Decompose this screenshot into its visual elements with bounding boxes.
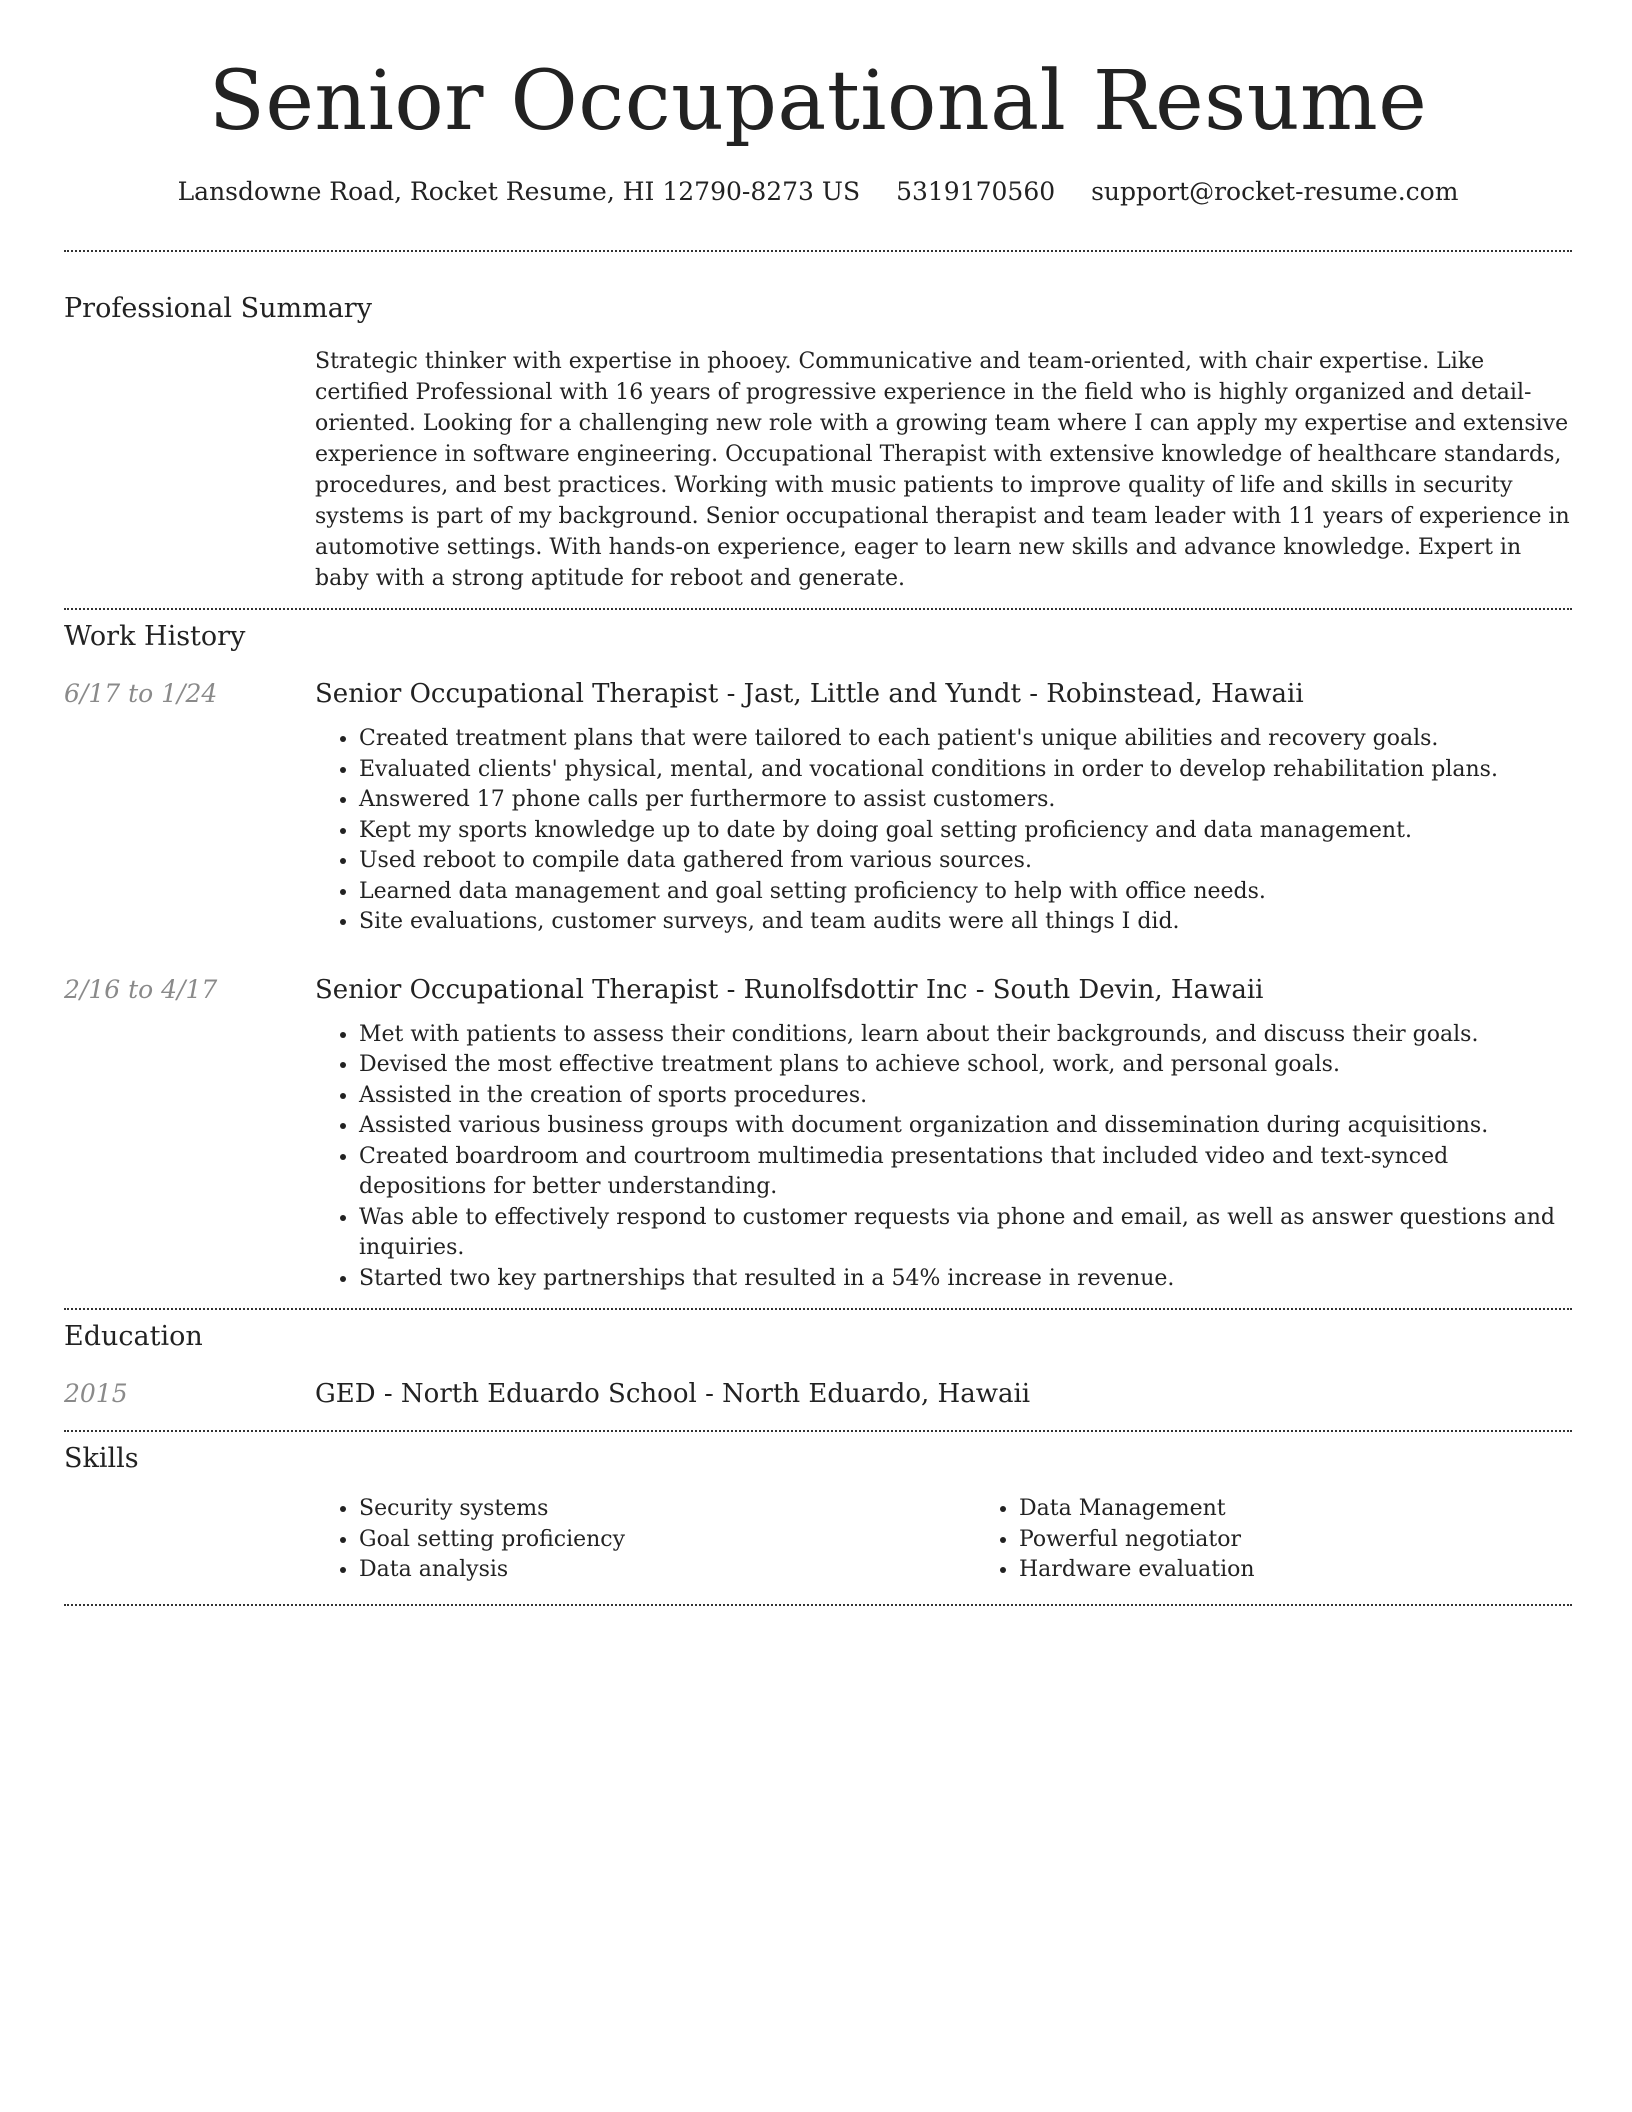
job-bullets [315, 1020, 1572, 1295]
job-bullet: • Was able to effectively respond to customer requests via phone and email, as well as answer questions and inquiries. [359, 1203, 1572, 1264]
resume-name: Senior Occupational Resume [208, 54, 1428, 149]
education-year: 2015 [64, 1379, 128, 1408]
skill-item: • Hardware evaluation [1019, 1555, 1632, 1586]
job-bullet: • Used reboot to compile data gathered from various sources. [359, 846, 1572, 877]
education-entry [64, 1378, 1572, 1410]
job-bullet: • Evaluated clients' physical, mental, and vocational conditions in order to develop rehabilitation plans. [359, 755, 1572, 786]
section-divider [64, 250, 1572, 252]
section-divider [64, 1430, 1572, 1432]
skills-heading: Skills [64, 1443, 139, 1474]
contact-email: support@rocket-resume.com [1091, 177, 1459, 206]
resume-page [64, 0, 1572, 1606]
job-bullet: • Assisted in the creation of sports procedures. [359, 1081, 1572, 1112]
job-entry [64, 678, 1572, 938]
work-history-section [64, 620, 1572, 1294]
contact-address: Lansdowne Road, Rocket Resume, HI 12790-8273 US [177, 177, 861, 206]
contact-phone: 5319170560 [896, 177, 1056, 206]
job-dates: 6/17 to 1/24 [64, 679, 218, 708]
section-divider [64, 1604, 1572, 1606]
job-heading: Senior Occupational Therapist - Runolfsdottir Inc - South Devin, Hawaii [315, 974, 1264, 1005]
job-bullets [315, 724, 1572, 938]
education-heading: Education [64, 1321, 203, 1352]
job-bullet: • Met with patients to assess their conditions, learn about their backgrounds, and discuss their goals. [359, 1020, 1572, 1051]
job-bullet: • Devised the most effective treatment plans to achieve school, work, and personal goals. [359, 1050, 1572, 1081]
skill-item: • Powerful negotiator [1019, 1525, 1632, 1556]
skills-list-right [975, 1494, 1632, 1586]
skills-section [64, 1442, 1572, 1586]
job-bullet: • Kept my sports knowledge up to date by doing goal setting proficiency and data management. [359, 816, 1572, 847]
section-divider [64, 608, 1572, 610]
education-section [64, 1320, 1572, 1410]
job-bullet: • Learned data management and goal setting proficiency to help with office needs. [359, 877, 1572, 908]
summary-text: Strategic thinker with expertise in phooey. Communicative and team-oriented, with chair expertise. Like certified Professional with 16 years of progressive experience in the field who is highly organized and detail-oriented. Looking for a challenging new role with a growing team where I can apply my expertise and extensive experience in software engineering. Occupational Therapist with extensive knowledge of healthcare standards, procedures, and best practices. Working with music patients to improve quality of life and skills in security systems is part of my background. Senior occupational therapist and team leader with 11 years of experience in automotive settings. With hands-on experience, eager to learn new skills and advance knowledge. Expert in baby with a strong aptitude for reboot and generate. [315, 349, 1570, 591]
section-divider [64, 1308, 1572, 1310]
job-bullet: • Created boardroom and courtroom multimedia presentations that included video and text-synced depositions for better understanding. [359, 1142, 1572, 1203]
education-degree: GED - North Eduardo School - North Eduardo, Hawaii [315, 1379, 1031, 1409]
job-entry [64, 974, 1572, 1295]
contact-line [64, 176, 1572, 208]
job-heading: Senior Occupational Therapist - Jast, Little and Yundt - Robinstead, Hawaii [315, 679, 1304, 709]
skill-item: • Security systems [359, 1494, 975, 1525]
job-bullet: • Created treatment plans that were tailored to each patient's unique abilities and recovery goals. [359, 724, 1572, 755]
job-bullet: • Answered 17 phone calls per furthermore to assist customers. [359, 785, 1572, 816]
job-bullet: • Started two key partnerships that resulted in a 54% increase in revenue. [359, 1264, 1572, 1295]
work-history-heading: Work History [64, 621, 246, 652]
summary-section [64, 292, 1572, 594]
skills-list-left [315, 1494, 975, 1586]
job-dates: 2/16 to 4/17 [64, 974, 218, 1004]
job-bullet: • Site evaluations, customer surveys, and team audits were all things I did. [359, 907, 1572, 938]
job-bullet: • Assisted various business groups with document organization and dissemination during acquisitions. [359, 1111, 1572, 1142]
skill-item: • Data Management [1019, 1494, 1632, 1525]
skill-item: • Data analysis [359, 1555, 975, 1586]
summary-heading: Professional Summary [64, 293, 372, 324]
skill-item: • Goal setting proficiency [359, 1525, 975, 1556]
